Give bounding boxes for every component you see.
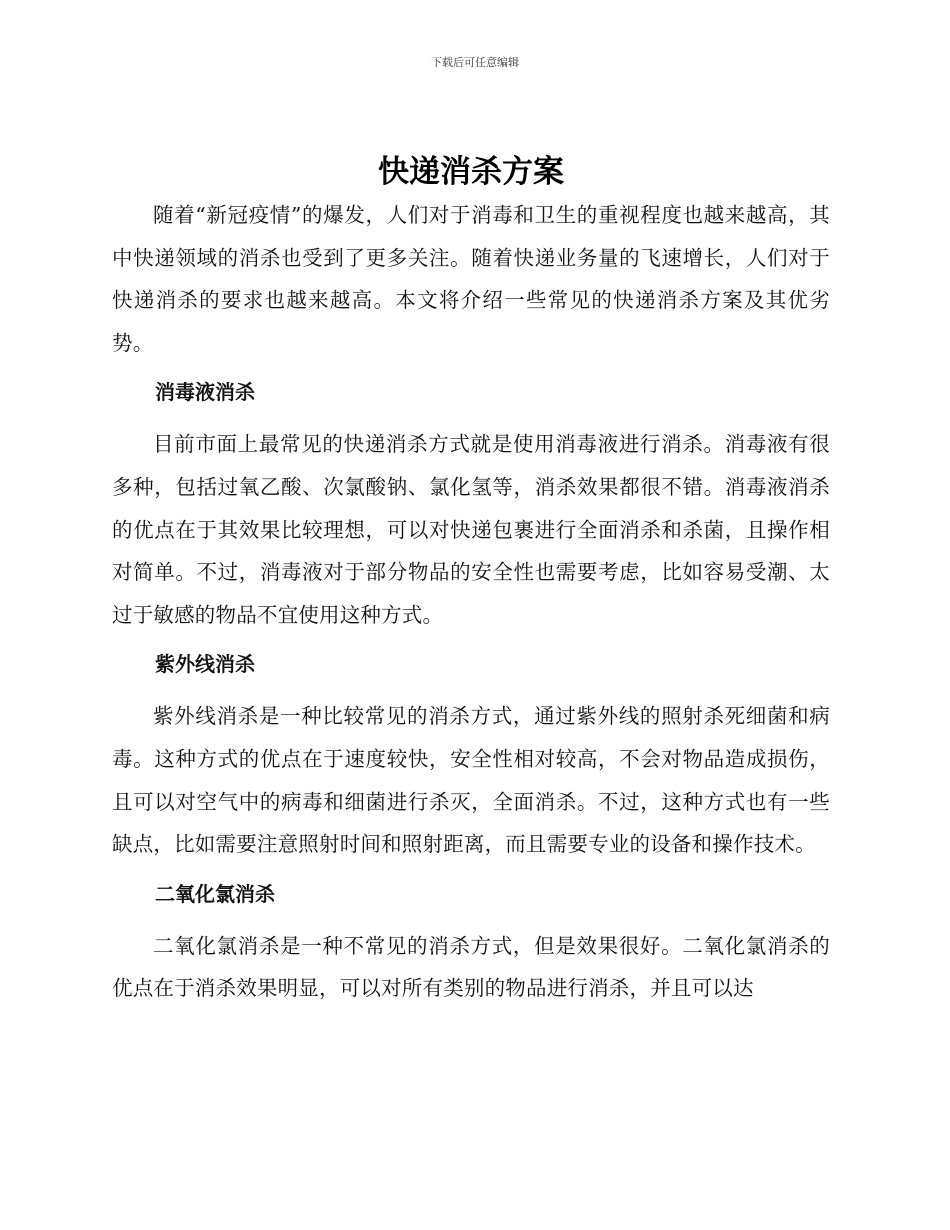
section-ultraviolet bbox=[112, 649, 830, 865]
header-note: 下载后可任意编辑 bbox=[431, 56, 519, 69]
section-body: 目前市面上最常见的快递消杀方式就是使用消毒液进行消杀。消毒液有很多种，包括过氧乙酸、次氯酸钠、氯化氢等，消杀效果都很不错。消毒液消杀的优点在于其效果比较理想，可以对快递包裹进行全面消杀和杀菌，且操作相对简单。不过，消毒液对于部分物品的安全性也需要考虑，比如容易受潮、太过于敏感的物品不宜使用这种方式。 bbox=[112, 432, 830, 627]
document-content bbox=[112, 150, 830, 1010]
intro-paragraph: 随着“新冠疫情”的爆发，人们对于消毒和卫生的重视程度也越来越高，其中快递领域的消杀也受到了更多关注。随着快递业务量的飞速增长，人们对于快递消杀的要求也越来越高。本文将介绍一些常见的快递消杀方案及其优劣势。 bbox=[112, 203, 830, 355]
document-title: 快递消杀方案 bbox=[378, 154, 564, 190]
section-disinfectant bbox=[112, 377, 830, 636]
section-heading: 二氧化氯消杀 bbox=[155, 881, 275, 906]
section-heading: 紫外线消杀 bbox=[155, 652, 255, 677]
section-body: 紫外线消杀是一种比较常见的消杀方式，通过紫外线的照射杀死细菌和病毒。这种方式的优点在于速度较快，安全性相对较高，不会对物品造成损伤，且可以对空气中的病毒和细菌进行杀灭，全面消杀。不过，这种方式也有一些缺点，比如需要注意照射时间和照射距离，而且需要专业的设备和操作技术。 bbox=[112, 704, 830, 857]
section-chlorine-dioxide bbox=[112, 879, 830, 1010]
section-heading: 消毒液消杀 bbox=[155, 380, 255, 405]
section-body: 二氧化氯消杀是一种不常见的消杀方式，但是效果很好。二氧化氯消杀的优点在于消杀效果明显，可以对所有类别的物品进行消杀，并且可以达 bbox=[112, 933, 830, 1001]
